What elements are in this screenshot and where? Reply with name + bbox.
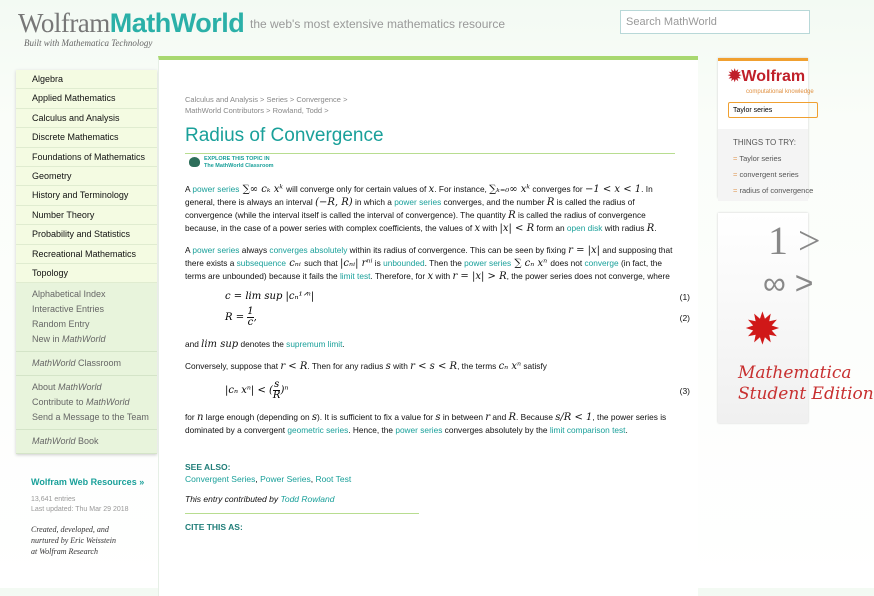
text-run: , the terms <box>457 361 499 371</box>
term-link[interactable]: supremum limit <box>286 339 343 349</box>
text-run: A <box>185 184 193 194</box>
text-run: and supposing that there exists a <box>185 245 673 268</box>
term-link[interactable]: open disk <box>566 223 603 233</box>
equation-number: (2) <box>679 312 690 323</box>
text-run: Conversely, suppose that <box>185 361 281 371</box>
search-input[interactable]: Search MathWorld <box>620 10 810 34</box>
equation-1-text: c = lim sup |cₙ¹ᐟⁿ| <box>225 291 315 302</box>
math-expression: r = |x| > R <box>452 271 507 282</box>
math-expression: s/R < 1 <box>555 412 593 423</box>
wolfram-web-resources-link[interactable]: Wolfram Web Resources » <box>31 477 145 487</box>
breadcrumb-link[interactable]: Series <box>266 95 288 104</box>
term-link[interactable]: power series <box>394 197 442 207</box>
alpha-slogan: computational knowledge <box>746 89 814 95</box>
equation-3 <box>185 380 690 401</box>
text-run: form an <box>534 223 567 233</box>
text-run: does not <box>550 258 585 268</box>
explore-classroom-link[interactable] <box>189 156 274 170</box>
text-run: satisfy <box>521 361 547 371</box>
text-run: . Then the <box>424 258 465 268</box>
nav-topic-item[interactable]: History and Terminology <box>16 186 157 205</box>
logo-wolfram: Wolfram <box>18 8 110 38</box>
math-expression: r < R <box>280 361 308 372</box>
mathematica-spikey-icon: ✹ <box>744 305 781 354</box>
math-expression: x <box>427 271 434 282</box>
contributor-link[interactable]: Todd Rowland <box>280 494 335 504</box>
text-run: is called the radius of convergence (while the interval itself is called the interval of convergence). The quantity <box>185 197 635 220</box>
tagline: the web's most extensive mathematics resource <box>250 17 506 31</box>
math-expression: R <box>508 210 516 221</box>
text-run: large enough (depending on <box>203 412 312 422</box>
things-to-try-item[interactable]: = convergent series <box>733 167 808 183</box>
term-link[interactable]: converge <box>584 258 619 268</box>
eq-denominator: c <box>247 317 254 328</box>
math-expression: x <box>428 184 435 195</box>
explore-label: EXPLORE THIS TOPIC IN <box>204 156 270 162</box>
ad-infinity: ∞ > <box>763 265 814 301</box>
text-run: . <box>654 223 657 233</box>
term-link[interactable]: converges absolutely <box>269 245 348 255</box>
math-expression: |x| < R <box>499 223 535 234</box>
things-to-try-item[interactable]: = Taylor series <box>733 151 808 167</box>
contributor-prefix: This entry contributed by <box>185 494 281 504</box>
text-run: . <box>625 425 628 435</box>
math-expression: s <box>311 412 318 423</box>
math-expression: cₙᵢ <box>286 258 305 269</box>
cite-heading: CITE THIS AS: <box>185 522 243 532</box>
text-run: converges absolutely by the <box>442 425 550 435</box>
math-expression: r <box>485 412 491 423</box>
text-run: and <box>185 339 202 349</box>
text-run: with radius <box>602 223 647 233</box>
text-run: is called the radius of convergence because, in the case of a power series with complex coefficients, the values of <box>185 210 646 233</box>
nav-book[interactable]: MathWorld Book <box>32 436 99 447</box>
math-expression: x <box>474 223 481 234</box>
text-run: always <box>239 245 270 255</box>
equation-1 <box>185 290 690 304</box>
breadcrumb-link[interactable]: MathWorld Contributors <box>185 106 265 115</box>
page-title: Radius of Convergence <box>185 125 384 146</box>
term-link[interactable]: geometric series <box>287 425 349 435</box>
text-run: (in fact, the terms are unbounded) because it fails the <box>185 258 663 281</box>
mathematica-student-ad[interactable] <box>718 213 874 423</box>
ad-line: Student Edition <box>738 384 874 404</box>
credit-line: Created, developed, and <box>31 525 109 534</box>
math-expression: R <box>546 197 555 208</box>
eq-lhs: |cₙ xⁿ| < ( <box>225 385 273 396</box>
math-expression: cₙ xⁿ <box>498 361 522 372</box>
equation-2 <box>185 307 690 328</box>
ad-one: 1 > <box>768 218 821 263</box>
text-run: with <box>390 361 411 371</box>
alpha-input[interactable]: Taylor series <box>728 102 818 118</box>
text-run: for <box>185 412 197 422</box>
divider <box>185 153 675 154</box>
paragraph <box>185 360 680 373</box>
math-expression: ∑ₖ₌₀∞ xᵏ <box>489 184 531 195</box>
text-run: . Hence, the <box>348 425 396 435</box>
nav-topic-item[interactable]: Recreational Mathematics <box>16 245 157 264</box>
text-run: . Then for any radius <box>307 361 386 371</box>
see-also-link[interactable]: Power Series <box>260 474 311 484</box>
nav-topic-item[interactable]: Topology <box>16 264 157 283</box>
text-run: will converge only for certain values of <box>286 184 429 194</box>
text-run: . Therefore, for <box>370 271 428 281</box>
text-run: . In general, there is always an interval <box>185 184 653 207</box>
breadcrumb: Calculus and Analysis > Series > Convergence > MathWorld Contributors > Rowland, Todd > <box>185 95 348 115</box>
text-run: and <box>490 412 509 422</box>
text-run: , the power series is dominated by a convergent <box>185 412 667 435</box>
eq-tail: , <box>253 312 257 323</box>
eq-lhs: R = <box>225 312 245 323</box>
text-run: within its radius of convergence. This can be seen by fixing <box>347 245 569 255</box>
things-to-try-item[interactable]: = radius of convergence <box>733 183 808 199</box>
text-run: in which a <box>352 197 395 207</box>
eq-tail: )ⁿ <box>280 385 289 396</box>
equation-number: (3) <box>679 385 690 396</box>
ad-line: Mathematica <box>738 363 852 383</box>
breadcrumb-link[interactable]: Rowland, Todd <box>272 106 323 115</box>
term-link[interactable]: power series <box>192 184 240 194</box>
last-updated: Last updated: Thu Mar 29 2018 <box>31 506 129 513</box>
text-run: . Because <box>516 412 556 422</box>
logo-subtitle: Built with Mathematica Technology <box>24 38 153 48</box>
entry-count: 13,641 entries <box>31 496 76 503</box>
term-link[interactable]: power series <box>192 245 240 255</box>
nav-topic-item[interactable]: Foundations of Mathematics <box>16 148 157 167</box>
wolfram-alpha-logo[interactable]: ✹Wolfram <box>728 68 806 85</box>
math-expression: ∑∞ cₖ xᵏ <box>239 184 287 195</box>
math-expression: n <box>197 412 204 423</box>
nav-topic-item[interactable]: Calculus and Analysis <box>16 109 157 128</box>
paragraph <box>185 244 680 283</box>
term-link[interactable]: limit comparison test <box>549 425 626 435</box>
math-expression: R <box>508 412 517 423</box>
text-run: converges, and the number <box>441 197 547 207</box>
math-expression: r < s < R <box>410 361 458 372</box>
term-link[interactable]: power series <box>395 425 443 435</box>
breadcrumb-link[interactable]: Convergence <box>296 95 341 104</box>
nav-topic-item[interactable]: Geometry <box>16 167 157 186</box>
term-link[interactable]: limit test <box>339 271 371 281</box>
math-expression: r = |x| <box>568 245 601 256</box>
text-run: A <box>185 245 193 255</box>
text-run: in between <box>440 412 486 422</box>
eq-numerator: s <box>274 379 280 390</box>
eq-denominator: R <box>272 390 281 401</box>
alpha-logo-text: Wolfram <box>741 68 806 85</box>
things-to-try-heading: THINGS TO TRY: <box>733 138 796 147</box>
text-run: is <box>372 258 384 268</box>
text-run: such that <box>304 258 341 268</box>
explore-classroom: The MathWorld Classroom <box>204 163 274 169</box>
paragraph <box>185 411 680 437</box>
nav-topic-item[interactable]: Discrete Mathematics <box>16 128 157 147</box>
text-run: with <box>480 223 500 233</box>
nav-link[interactable]: Send a Message to the Team <box>32 412 149 423</box>
nav-classroom[interactable]: MathWorld Classroom <box>32 358 122 369</box>
credit-line: at Wolfram Research <box>31 547 98 556</box>
math-expression: s <box>385 361 391 372</box>
breadcrumb-link[interactable]: Calculus and Analysis <box>185 95 258 104</box>
logo-mathworld: MathWorld <box>109 8 245 38</box>
nav-topic-item[interactable]: Applied Mathematics <box>16 89 157 108</box>
nav-link[interactable]: Contribute to MathWorld <box>32 397 130 408</box>
math-expression: −1 < x < 1 <box>584 184 642 195</box>
text-run: converges for <box>530 184 585 194</box>
math-expression: |cₙᵢ| rⁿⁱ <box>340 258 373 269</box>
term-link[interactable]: subsequence <box>236 258 287 268</box>
term-link[interactable]: unbounded <box>383 258 425 268</box>
mathworld-logo[interactable] <box>18 8 244 49</box>
divider <box>185 513 419 514</box>
math-expression: s <box>435 412 441 423</box>
text-run: denotes the <box>238 339 287 349</box>
text-run: . For instance, <box>434 184 490 194</box>
text-run: . <box>342 339 345 349</box>
math-expression: lim sup <box>201 339 239 350</box>
see-also-link[interactable]: Root Test <box>315 474 352 484</box>
eq-numerator: 1 <box>247 306 254 317</box>
credit-line: nurtured by Eric Weisstein <box>31 536 116 545</box>
sidebar-nav <box>16 70 157 454</box>
nav-link[interactable]: Random Entry <box>32 319 90 330</box>
text-run: with <box>433 271 453 281</box>
see-also-heading: SEE ALSO: <box>185 462 231 472</box>
paragraph <box>185 338 680 351</box>
math-expression: ∑ cₙ xⁿ <box>511 258 551 269</box>
wolfram-alpha-widget <box>718 58 814 198</box>
nav-topic-item[interactable]: Probability and Statistics <box>16 225 157 244</box>
nav-topic-item[interactable]: Algebra <box>16 70 157 89</box>
text-run: , the power series does not converge, where <box>506 271 670 281</box>
math-expression: (−R, R) <box>315 197 353 208</box>
paragraph <box>185 183 680 235</box>
nav-link[interactable]: New in MathWorld <box>32 334 106 345</box>
main-content <box>158 56 698 596</box>
math-expression: R <box>646 223 655 234</box>
term-link[interactable]: power series <box>464 258 512 268</box>
nav-link[interactable]: About MathWorld <box>32 382 102 393</box>
nav-link[interactable]: Alphabetical Index <box>32 289 106 300</box>
see-also: SEE ALSO: Convergent Series, Power Series, Root Test <box>185 461 695 485</box>
text-run: ). It is sufficient to fix a value for <box>317 412 436 422</box>
nav-link[interactable]: Interactive Entries <box>32 304 105 315</box>
nav-topic-item[interactable]: Number Theory <box>16 206 157 225</box>
equation-number: (1) <box>679 292 690 302</box>
see-also-link[interactable]: Convergent Series <box>185 474 256 484</box>
contributor-line <box>185 493 695 505</box>
